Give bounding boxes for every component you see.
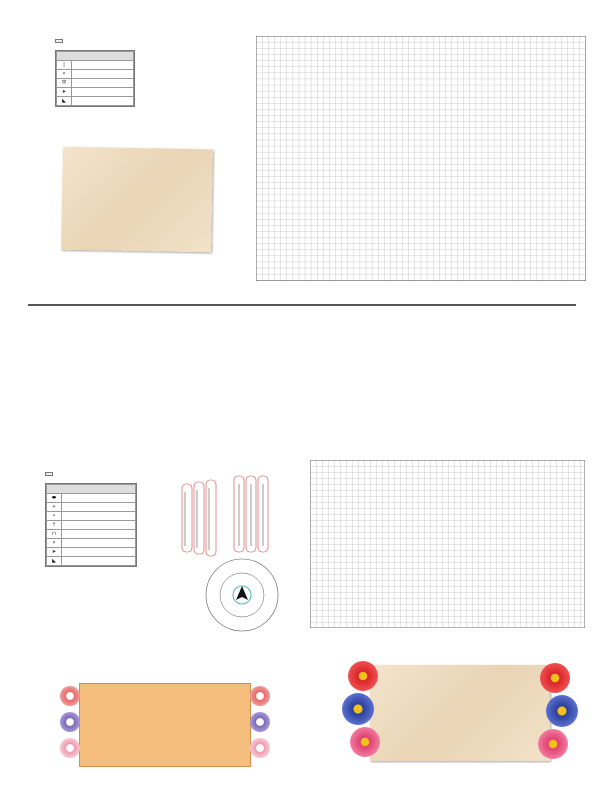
arrow-icon: ➤ xyxy=(57,88,72,97)
legend-bottom-size xyxy=(47,485,136,494)
bar-icon: ⊓ xyxy=(47,530,62,539)
chart-diagram-top xyxy=(256,36,586,281)
start-arrow-icon xyxy=(236,586,248,600)
flower-icon xyxy=(250,686,270,706)
legend-bottom xyxy=(45,463,137,567)
legend-row xyxy=(62,494,136,503)
flower-icon xyxy=(60,686,80,706)
legend-top-size xyxy=(57,52,134,61)
legend-row xyxy=(72,70,134,79)
x-icon: × xyxy=(57,70,72,79)
legend-row xyxy=(72,61,134,70)
flower-diagram xyxy=(170,470,300,640)
legend-row xyxy=(72,79,134,88)
flower-icon xyxy=(250,738,270,758)
triangle-icon: ◣ xyxy=(57,97,72,106)
blue-flower-icon xyxy=(342,693,374,725)
triangle-icon: ◣ xyxy=(47,557,62,566)
text-col-4 xyxy=(455,313,587,318)
legend-row xyxy=(72,88,134,97)
oval-icon: ⬬ xyxy=(47,494,62,503)
dot-icon: • xyxy=(47,512,62,521)
legend-row xyxy=(62,539,136,548)
legend-row xyxy=(62,548,136,557)
stitch-icon: † xyxy=(47,521,62,530)
vertical-bar-icon: | xyxy=(57,61,72,70)
chart-diagram-bottom xyxy=(310,460,585,628)
arrow-icon: ➤ xyxy=(47,548,62,557)
legend-bottom-title xyxy=(45,472,53,476)
legend-row xyxy=(62,521,136,530)
layout-base xyxy=(79,683,251,767)
red-flower-icon xyxy=(348,661,378,691)
legend-row xyxy=(62,530,136,539)
legend-row xyxy=(62,503,136,512)
flower-icon xyxy=(250,712,270,732)
legend-row xyxy=(72,97,134,106)
blue-flower-icon xyxy=(546,695,578,727)
rug-photo-with-flowers xyxy=(340,657,580,767)
cluster-icon: Ⴔ xyxy=(57,79,72,88)
legend-row xyxy=(62,557,136,566)
flower-icon xyxy=(60,712,80,732)
red-flower-icon xyxy=(540,663,570,693)
legend-row xyxy=(62,512,136,521)
rug-runner xyxy=(370,665,550,761)
section-divider xyxy=(28,304,576,306)
pink-flower-icon xyxy=(538,729,568,759)
legend-top xyxy=(55,30,135,107)
x-icon: × xyxy=(47,539,62,548)
legend-top-title xyxy=(55,39,63,43)
text-col-1 xyxy=(28,313,156,318)
rug-photo xyxy=(61,147,213,253)
plus-icon: + xyxy=(47,503,62,512)
flower-icon xyxy=(60,738,80,758)
pink-flower-icon xyxy=(350,727,380,757)
